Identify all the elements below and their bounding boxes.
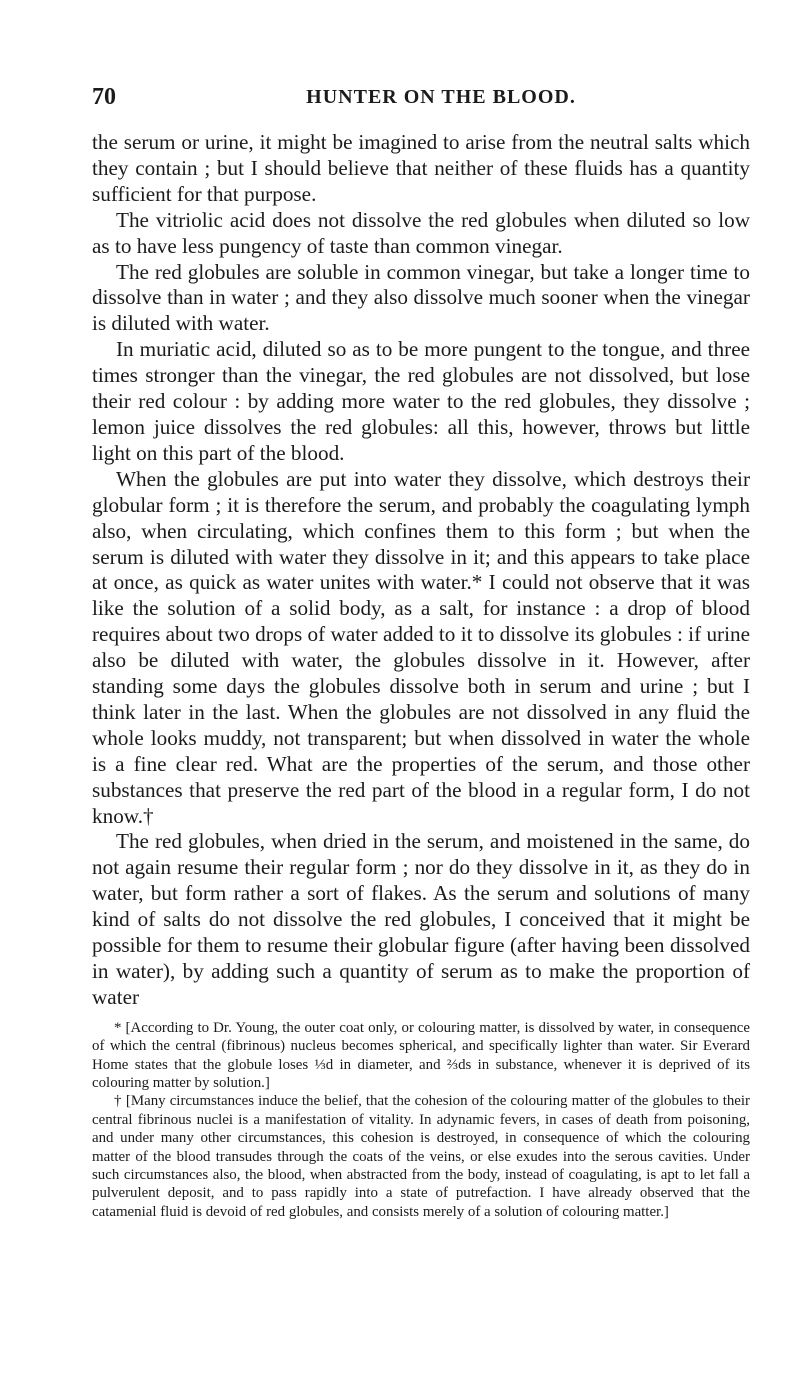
footnotes <box>92 1019 750 1221</box>
footnote: † [Many circumstances induce the belief, that the cohesion of the colouring matter of the globules to their central fibrinous nuclei is a manifestation of vitality. In adynamic fevers, in cases of death from poisoning, and under many other circumstances, this cohesion is destroyed, in consequence of which the colouring matter of the blood transudes through the coats of the veins, or else exudes into the serous cavities. Under such circumstances also, the blood, when abstracted from the body, instead of coagulating, is apt to let fall a pulverulent deposit, and to pass rapidly into a state of putrefaction. I have already observed that the catamenial fluid is devoid of red globules, and consists merely of a solution of colouring matter.] <box>92 1093 750 1220</box>
paragraph: The vitriolic acid does not dissolve the red globules when diluted so low as to have less pungency of taste than common vinegar. <box>92 207 750 258</box>
running-head: HUNTER ON THE BLOOD. <box>306 86 576 108</box>
body-text <box>92 130 750 1011</box>
page-number: 70 <box>92 84 116 110</box>
paragraph: In muriatic acid, diluted so as to be more pungent to the tongue, and three times stronger than the vinegar, the red globules are not dissolved, but lose their red colour : by adding more water to the red globules, they dissolve ; lemon juice dissolves the red globules: all this, however, throws but little light on this part of the blood. <box>92 337 750 465</box>
page-header <box>92 84 750 110</box>
paragraph: the serum or urine, it might be imagined to arise from the neutral salts which they contain ; but I should believe that neither of these fluids has a quantity sufficient for that purpose. <box>92 130 750 206</box>
paragraph: The red globules are soluble in common vinegar, but take a longer time to dissolve than in water ; and they also dissolve much sooner when the vinegar is diluted with water. <box>92 259 750 336</box>
paragraph: The red globules, when dried in the serum, and moistened in the same, do not again resume their regular form ; nor do they dissolve in it, as they do in water, but form rather a sort of flakes. As the serum and solutions of many kind of salts do not dissolve the red globules, I conceived that it might be possible for them to resume their globular figure (after having been dissolved in water), by adding such a quantity of serum as to make the proportion of water <box>92 829 750 1009</box>
paragraph: When the globules are put into water they dissolve, which destroys their globular form ; it is therefore the serum, and probably the coagulating lymph also, when circulating, which confines them to this form ; but when the serum is diluted with water they dissolve in it; and this appears to take place at once, as quick as water unites with water.* I could not observe that it was like the solution of a solid body, as a salt, for instance : a drop of blood requires about two drops of water added to it to dissolve its globules : if urine also be diluted with water, the globules dissolve in it. However, after standing some days the globules dissolve both in serum and urine ; but I think later in the last. When the globules are not dissolved in any fluid the whole looks muddy, not transparent; but when dissolved in water the whole is a fine clear red. What are the properties of the serum, and those other substances that preserve the red part of the blood in a regular form, I do not know.† <box>92 466 750 828</box>
footnote: * [According to Dr. Young, the outer coat only, or colouring matter, is dissolved by water, in consequence of which the central (fibrinous) nucleus becomes spherical, and specifically lighter than water. Sir Everard Home states that the globule loses ⅓d in diameter, and ⅔ds in substance, whenever it is deprived of its colouring matter by solution.] <box>92 1019 750 1092</box>
